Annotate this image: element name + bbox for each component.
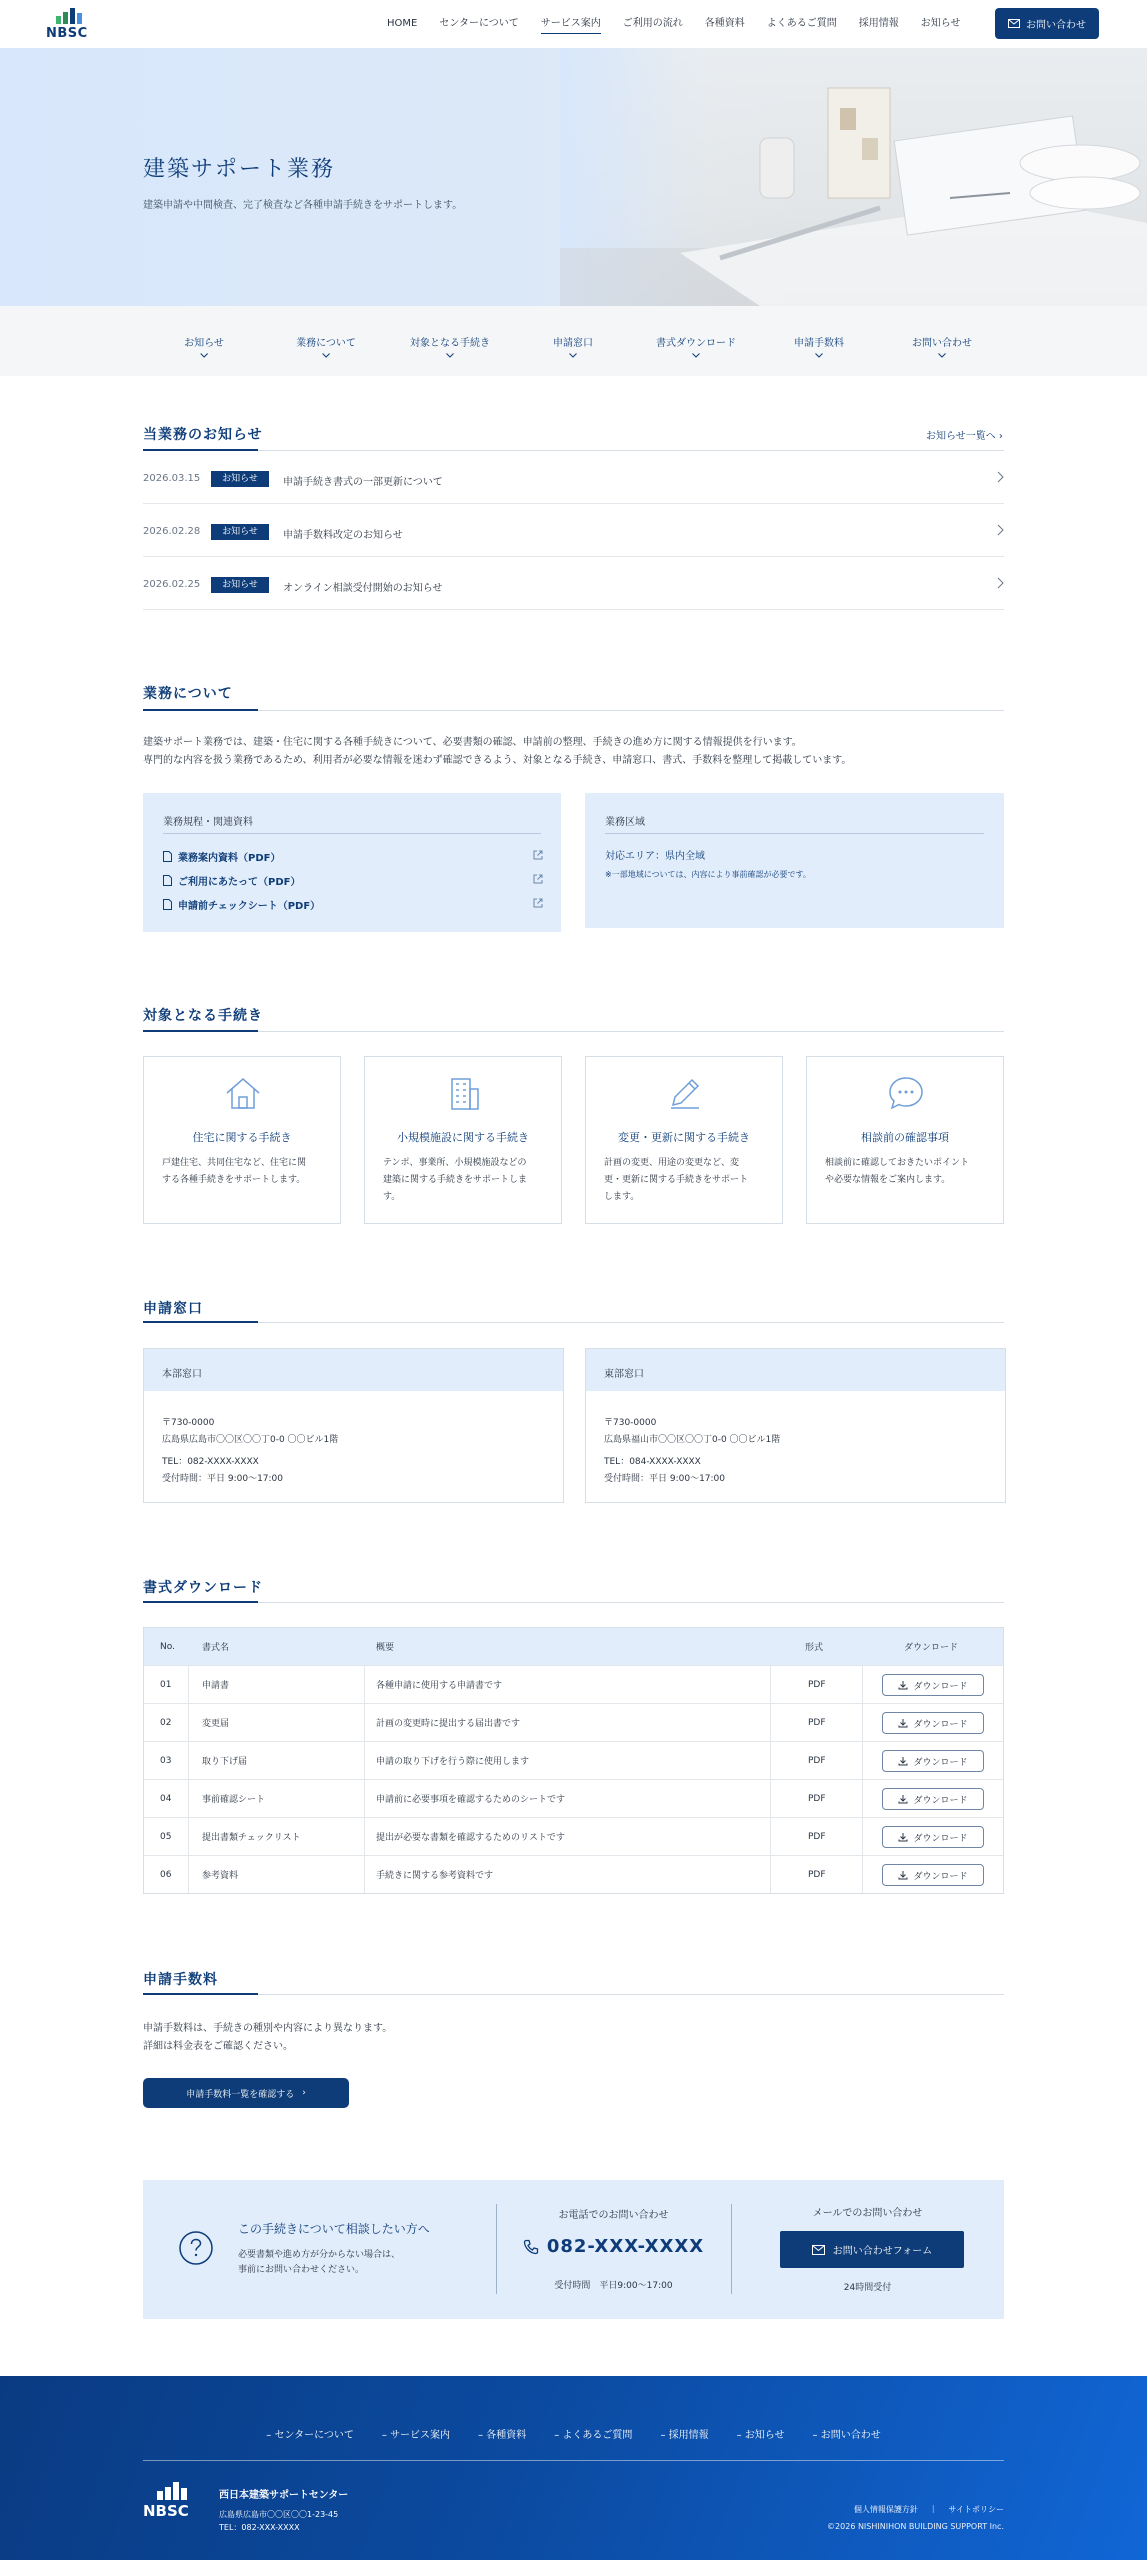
office-name: 東部窓口 (604, 1369, 644, 1380)
office-tel[interactable]: TEL：082-XXXX-XXXX (162, 1457, 259, 1467)
row-name: 事前確認シート (202, 1795, 266, 1805)
downloads-table (143, 1627, 1004, 1894)
building-icon (444, 1073, 484, 1113)
office-header (586, 1349, 1005, 1391)
column-divider (862, 1856, 863, 1893)
footer-nav-link[interactable]: – センターについて (266, 2426, 354, 2441)
download-button-label: ダウンロード (913, 1681, 968, 1692)
site-header (0, 0, 1147, 48)
footer-nav-link[interactable]: – 採用情報 (660, 2426, 708, 2441)
office-card-east (585, 1348, 1006, 1503)
fees-text-line: 申請手数料は、手続きの種別や内容により異なります。 (143, 2023, 393, 2034)
area-box-title: 業務区域 (605, 817, 645, 828)
footer-logo-text: NBSC (143, 2502, 189, 2520)
docs-box (143, 793, 561, 932)
nav-documents[interactable]: 各種資料 (704, 18, 745, 29)
chat-icon (886, 1073, 926, 1113)
nav-flow[interactable]: ご利用の流れ (622, 18, 683, 29)
about-description (143, 734, 851, 770)
column-divider (188, 1704, 189, 1741)
column-divider (188, 1742, 189, 1779)
site-logo[interactable] (46, 6, 94, 42)
procedure-card-facility[interactable] (364, 1056, 562, 1224)
row-summary: 計画の変更時に提出する届出書です (376, 1719, 521, 1729)
about-text-line: 建築サポート業務では、建築・住宅に関する各種手続きについて、必要書類の確認、申請前の整理、手続きの進め方に関する情報提供を行います。 (143, 737, 802, 748)
procedure-card-change[interactable] (585, 1056, 783, 1224)
question-icon (178, 2230, 214, 2266)
offices-section-title: 申請窓口 (143, 1301, 203, 1317)
subnav-label: 書式ダウンロード (656, 338, 736, 349)
hero-subtitle: 建築申請や中間検査、完了検査など各種申請手続きをサポートします。 (143, 200, 463, 211)
site-footer (0, 2376, 1147, 2560)
download-button[interactable] (882, 1750, 984, 1772)
procedure-card-housing[interactable] (143, 1056, 341, 1224)
card-desc-line: 計画の変更、用途の変更など、変 (604, 1158, 740, 1168)
column-divider (188, 1818, 189, 1855)
news-text: 申請手数料改定のお知らせ (283, 530, 403, 541)
column-divider (770, 1704, 771, 1741)
chevron-down-icon (322, 353, 330, 358)
table-row (144, 1855, 1003, 1893)
subnav-downloads[interactable] (656, 334, 736, 358)
nav-services[interactable]: サービス案内 (530, 0, 612, 48)
header-contact-label: お問い合わせ (1026, 20, 1086, 31)
card-desc-line: します。 (604, 1192, 640, 1202)
footer-nav-link[interactable]: – よくあるご質問 (554, 2426, 632, 2441)
chevron-down-icon (200, 353, 208, 358)
row-no: 01 (160, 1679, 172, 1690)
column-divider (862, 1818, 863, 1855)
procedure-card-consult[interactable] (806, 1056, 1004, 1224)
column-divider (770, 1818, 771, 1855)
page-subnav (0, 306, 1147, 376)
chevron-right-icon (996, 471, 1004, 483)
house-icon (223, 1073, 263, 1113)
chevron-right-icon (996, 577, 1004, 589)
column-divider (862, 1704, 863, 1741)
office-name: 本部窓口 (162, 1369, 202, 1380)
office-hours: 受付時間：平日 9:00〜17:00 (162, 1474, 284, 1484)
header-contact-button[interactable] (995, 8, 1099, 39)
footer-tel: TEL：082-XXX-XXXX (219, 2523, 300, 2532)
news-more-label: お知らせ一覧へ (926, 431, 996, 442)
column-divider (188, 1780, 189, 1817)
row-summary: 各種申請に使用する申請書です (376, 1681, 503, 1691)
chevron-right-icon: › (998, 431, 1003, 442)
document-icon (163, 851, 172, 862)
card-desc-line: 建築に関する手続きをサポートしま (383, 1175, 528, 1185)
service-area: 対応エリア：県内全域 (605, 851, 705, 862)
subnav-label: お知らせ (184, 338, 224, 349)
download-button[interactable] (882, 1864, 984, 1886)
pencil-icon (665, 1073, 705, 1113)
download-icon (898, 1794, 908, 1804)
download-button[interactable] (882, 1712, 984, 1734)
subnav-procedures[interactable] (410, 334, 490, 358)
card-desc-line: 更・更新に関する手続きをサポート (604, 1175, 749, 1185)
section-divider (143, 1031, 1004, 1032)
news-section-title: 当業務のお知らせ (143, 427, 263, 443)
fees-button-label: 申請手数料一覧を確認する (186, 2089, 295, 2100)
document-icon (163, 875, 172, 886)
download-icon (898, 1680, 908, 1690)
phone-icon (523, 2239, 539, 2255)
news-item[interactable] (143, 557, 1004, 610)
card-desc-line: 戸建住宅、共同住宅など、住宅に関 (162, 1158, 307, 1168)
column-divider (188, 1856, 189, 1893)
card-description (162, 1155, 322, 1189)
table-row (144, 1741, 1003, 1779)
news-more-link[interactable] (926, 427, 1003, 442)
column-divider (188, 1666, 189, 1703)
card-description (383, 1155, 543, 1206)
footer-org-name: 西日本建築サポートセンター (219, 2490, 349, 2501)
card-description (604, 1155, 764, 1206)
card-title: 変更・更新に関する手続き (618, 1131, 750, 1144)
office-tel[interactable]: TEL：084-XXXX-XXXX (604, 1457, 701, 1467)
download-button-label: ダウンロード (913, 1833, 968, 1844)
download-button-label: ダウンロード (913, 1871, 968, 1882)
logo-text: NBSC (46, 26, 88, 41)
news-item[interactable] (143, 451, 1004, 504)
download-button-label: ダウンロード (913, 1757, 968, 1768)
service-area-note: ※一部地域については、内容により事前確認が必要です。 (605, 870, 811, 879)
card-description (825, 1155, 985, 1189)
footer-address: 広島県広島市〇〇区〇〇1-23-45 (219, 2510, 339, 2519)
col-header-name: 書式名 (202, 1643, 230, 1653)
row-format: PDF (808, 1831, 826, 1842)
doc-link[interactable] (163, 849, 280, 864)
row-summary: 提出が必要な書類を確認するためのリストです (376, 1833, 565, 1843)
phone-number: 082-XXX-XXXX (546, 2236, 705, 2257)
column-divider (862, 1666, 863, 1703)
chevron-right-icon: › (302, 2088, 306, 2098)
card-title: 小規模施設に関する手続き (397, 1131, 529, 1144)
table-row (144, 1779, 1003, 1817)
subnav-fees[interactable] (794, 334, 844, 358)
office-address: 広島県福山市〇〇区〇〇丁0-0 〇〇ビル1階 (604, 1435, 781, 1445)
contact-form-label: お問い合わせフォーム (832, 2246, 933, 2257)
docs-box-title: 業務規程・関連資料 (163, 817, 253, 828)
table-row (144, 1817, 1003, 1855)
fees-text-line: 詳細は料金表をご確認ください。 (143, 2041, 293, 2052)
mail-icon (1008, 19, 1020, 28)
subnav-label: 対象となる手続き (410, 338, 490, 349)
row-format: PDF (808, 1793, 826, 1804)
doc-link[interactable] (163, 873, 300, 888)
news-text: 申請手続き書式の一部更新について (283, 477, 443, 488)
news-item[interactable] (143, 504, 1004, 557)
phone-label: お電話でのお問い合わせ (558, 2210, 669, 2221)
table-header (144, 1628, 1003, 1665)
footer-separator: | (931, 2504, 935, 2513)
row-summary: 申請の取り下げを行う際に使用します (376, 1757, 530, 1767)
news-date: 2026.02.28 (143, 526, 201, 537)
cta-text-line: 事前にお問い合わせください。 (238, 2265, 365, 2275)
row-format: PDF (808, 1717, 826, 1728)
column-divider (364, 1704, 365, 1741)
column-divider (770, 1780, 771, 1817)
chevron-down-icon (815, 353, 823, 358)
column-divider (770, 1742, 771, 1779)
cta-text-line: 必要書類や進め方が分からない場合は、 (238, 2250, 401, 2260)
news-badge: お知らせ (211, 471, 269, 487)
download-button-label: ダウンロード (913, 1795, 968, 1806)
news-text: オンライン相談受付開始のお知らせ (283, 583, 443, 594)
cta-text (238, 2248, 400, 2278)
card-desc-line: 相談前に確認しておきたいポイント (825, 1158, 970, 1168)
subnav-label: 業務について (296, 338, 356, 349)
document-icon (163, 899, 172, 910)
fees-list-button[interactable] (143, 2078, 349, 2108)
phone-hours: 受付時間 平日9:00〜17:00 (554, 2281, 673, 2291)
contact-form-button[interactable] (780, 2231, 964, 2268)
footer-policy-links (854, 2504, 1004, 2515)
desk-illustration (560, 48, 1147, 306)
subnav-label: お問い合わせ (912, 338, 972, 349)
office-zip: 〒730-0000 (162, 1418, 215, 1428)
subnav-about[interactable] (296, 334, 356, 358)
subnav-news[interactable] (184, 334, 224, 358)
subnav-contact[interactable] (912, 334, 972, 358)
hero-banner (0, 48, 1147, 306)
column-divider (862, 1742, 863, 1779)
column-divider (770, 1856, 771, 1893)
nav-about-center[interactable]: センターについて (439, 18, 519, 29)
external-link-icon (533, 850, 543, 860)
col-header-format: 形式 (805, 1643, 824, 1653)
chevron-right-icon (996, 524, 1004, 536)
office-card-main (143, 1348, 564, 1503)
card-title: 相談前の確認事項 (861, 1131, 949, 1144)
hero-title: 建築サポート業務 (143, 157, 336, 182)
row-no: 02 (160, 1717, 172, 1728)
footer-nav-link[interactable]: – サービス案内 (382, 2426, 450, 2441)
card-desc-line: テンポ、事業所、小規模施設などの (383, 1158, 527, 1168)
cta-title: この手続きについて相談したい方へ (238, 2222, 430, 2236)
footer-logo[interactable] (143, 2480, 201, 2524)
news-badge: お知らせ (211, 577, 269, 593)
area-box (585, 793, 1004, 928)
nav-news[interactable]: お知らせ (920, 18, 961, 29)
row-no: 05 (160, 1831, 172, 1842)
subnav-label: 申請手数料 (794, 338, 844, 349)
column-divider (364, 1856, 365, 1893)
row-format: PDF (808, 1679, 826, 1690)
mail-note: 24時間受付 (843, 2283, 892, 2293)
contact-cta (143, 2180, 1004, 2319)
table-row (144, 1703, 1003, 1741)
subnav-offices[interactable] (553, 334, 593, 358)
doc-link-label: 業務案内資料（PDF） (178, 853, 281, 864)
nav-faq[interactable]: よくあるご質問 (766, 18, 837, 29)
doc-link-label: 申請前チェックシート（PDF） (178, 901, 321, 912)
download-button[interactable] (882, 1788, 984, 1810)
news-badge: お知らせ (211, 524, 269, 540)
row-format: PDF (808, 1755, 826, 1766)
office-zip: 〒730-0000 (604, 1418, 657, 1428)
card-desc-line: や必要な情報をご案内します。 (825, 1175, 951, 1185)
doc-link[interactable] (163, 897, 320, 912)
footer-logo-mark (157, 2480, 187, 2500)
col-header-no: No. (160, 1641, 175, 1652)
footer-nav-link[interactable]: – お問い合わせ (813, 2426, 881, 2441)
row-no: 04 (160, 1793, 172, 1804)
logo-mark (56, 6, 82, 24)
box-divider (163, 833, 541, 834)
nav-recruit[interactable]: 採用情報 (858, 18, 899, 29)
download-icon (898, 1756, 908, 1766)
row-name: 参考資料 (202, 1871, 239, 1881)
downloads-section-title: 書式ダウンロード (143, 1580, 263, 1596)
row-summary: 申請前に必要事項を確認するためのシートです (376, 1795, 566, 1805)
chevron-down-icon (446, 353, 454, 358)
footer-nav-link[interactable]: – 各種資料 (478, 2426, 526, 2441)
phone-number-row[interactable] (496, 2236, 731, 2257)
download-icon (898, 1832, 908, 1842)
hero-image (560, 48, 1147, 306)
footer-nav-link[interactable]: – お知らせ (737, 2426, 785, 2441)
fees-description (143, 2020, 392, 2056)
section-divider (143, 710, 1004, 711)
mail-label: メールでのお問い合わせ (812, 2208, 923, 2219)
external-link-icon (533, 898, 543, 908)
about-text-line: 専門的な内容を扱う業務であるため、利用者が必要な情報を迷わず確認できるよう、対象となる手続き、申請窓口、書式、手数料を整理して掲載しています。 (143, 755, 852, 766)
row-summary: 手続きに関する参考資料です (376, 1871, 494, 1881)
chevron-down-icon (692, 353, 700, 358)
fees-section-title: 申請手数料 (143, 1972, 218, 1988)
subnav-label: 申請窓口 (553, 338, 593, 349)
column-divider (862, 1780, 863, 1817)
col-header-download: ダウンロード (904, 1643, 959, 1653)
external-link-icon (533, 874, 543, 884)
section-divider (143, 1602, 1004, 1603)
footer-divider (143, 2460, 1004, 2461)
column-divider (364, 1818, 365, 1855)
download-button[interactable] (882, 1674, 984, 1696)
row-name: 申請書 (202, 1681, 230, 1691)
global-nav (376, 0, 971, 48)
column-divider (364, 1780, 365, 1817)
about-section-title: 業務について (143, 686, 233, 702)
column-divider (364, 1666, 365, 1703)
procedures-section-title: 対象となる手続き (143, 1008, 263, 1024)
news-date: 2026.03.15 (143, 473, 201, 484)
office-address: 広島県広島市〇〇区〇〇丁0-0 〇〇ビル1階 (162, 1435, 339, 1445)
card-desc-line: す。 (383, 1192, 401, 1202)
card-title: 住宅に関する手続き (192, 1131, 292, 1144)
download-icon (898, 1718, 908, 1728)
doc-link-label: ご利用にあたって（PDF） (178, 877, 301, 888)
col-header-summary: 概要 (376, 1643, 395, 1653)
nav-home[interactable]: HOME (387, 18, 418, 29)
row-name: 提出書類チェックリスト (202, 1833, 301, 1843)
row-format: PDF (808, 1869, 826, 1880)
chevron-down-icon (569, 353, 577, 358)
box-divider (605, 833, 984, 834)
section-divider (143, 1322, 1004, 1323)
copyright: ©2026 NISHINIHON BUILDING SUPPORT Inc. (827, 2522, 1004, 2531)
column-divider (364, 1742, 365, 1779)
section-divider (143, 1994, 1004, 1995)
row-name: 変更届 (202, 1719, 230, 1729)
download-button[interactable] (882, 1826, 984, 1848)
footer-nav (0, 2426, 1147, 2441)
table-row (144, 1665, 1003, 1703)
column-divider (770, 1666, 771, 1703)
row-name: 取り下げ届 (202, 1757, 248, 1767)
mail-icon (812, 2245, 825, 2255)
download-button-label: ダウンロード (913, 1719, 968, 1730)
chevron-down-icon (938, 353, 946, 358)
office-header (144, 1349, 563, 1391)
card-desc-line: する各種手続きをサポートします。 (162, 1175, 306, 1185)
privacy-policy-link[interactable]: 個人情報保護方針 (853, 2505, 918, 2514)
row-no: 06 (160, 1869, 172, 1880)
news-date: 2026.02.25 (143, 579, 201, 590)
download-icon (898, 1870, 908, 1880)
site-policy-link[interactable]: サイトポリシー (948, 2505, 1004, 2514)
office-hours: 受付時間：平日 9:00〜17:00 (604, 1474, 726, 1484)
row-no: 03 (160, 1755, 172, 1766)
